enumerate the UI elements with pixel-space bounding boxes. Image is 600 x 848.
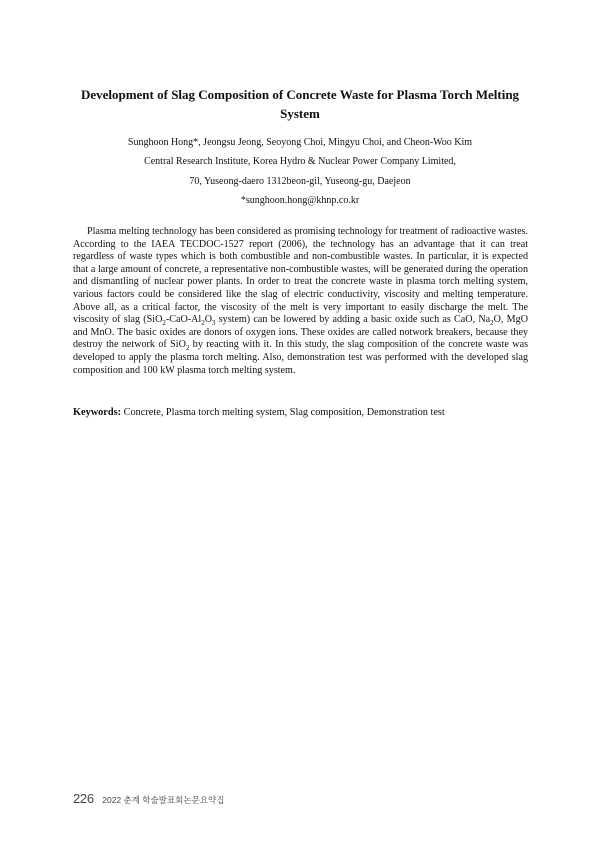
abstract-text: O, MgO and MnO. The basic oxides are donors of oxygen ions. These oxides are called notwork breakers, because they destroy the network of SiO [73, 314, 528, 351]
page-number: 226 [73, 791, 94, 806]
subscript: 3 [212, 319, 216, 328]
author-list: Sunghoon Hong*, Jeongsu Jeong, Seoyong Choi, Mingyu Choi, and Cheon-Woo Kim [127, 137, 473, 148]
subscript: 2 [162, 319, 166, 328]
abstract-text: O [204, 314, 212, 326]
subscript: 2 [185, 344, 190, 353]
corresponding-email[interactable]: *sunghoon.hong@khnp.co.kr [240, 195, 360, 206]
abstract-paragraph [73, 226, 528, 377]
abstract-text: by reacting with it. In this study, the slag composition of the concrete waste was developed to apply the plasma torch melting. Also, demonstration test was performed with the developed slag composition and 100 kW plasma torch melting system. [73, 339, 528, 376]
keywords-text: Concrete, Plasma torch melting system, Slag composition, Demonstration test [121, 407, 445, 418]
conference-name: 2022 춘계 학술발표회논문요약집 [102, 795, 225, 805]
keywords-label: Keywords: [73, 407, 122, 418]
address: 70, Yuseong-daero 1312beon-gil, Yuseong-gu, Daejeon [189, 176, 411, 187]
abstract-text: system) can be lowered by adding a basic oxide such as CaO, Na [215, 314, 491, 326]
subscript: 2 [201, 319, 205, 328]
subscript: 2 [490, 319, 494, 328]
page-footer [73, 790, 224, 808]
abstract-text: Plasma melting technology has been considered as promising technology for treatment of radioactive wastes. According to the IAEA TECDOC-1527 report (2006), the technology has an advantage that it can treat regardless of waste types which is both combustible and non-combustible wastes. In particular, it is expected that a large amount of concrete, a representative non-combustible wastes, will be generated during the operation and dismantling of nuclear power plants. In order to treat the concrete waste in plasma torch melting system, various factors could be considered like the slag of electric conductivity, viscosity and melting temperature. Above all, as a critical factor, the viscosity of the melt is very important to easily discharge the melt. The viscosity of slag (SiO [73, 226, 528, 326]
paper-title: Development of Slag Composition of Concrete Waste for Plasma Torch Melting System [80, 87, 520, 121]
abstract-text: -CaO-Al [165, 314, 202, 326]
keywords-line [73, 406, 533, 419]
affiliation: Central Research Institute, Korea Hydro & Nuclear Power Company Limited, [144, 156, 456, 167]
